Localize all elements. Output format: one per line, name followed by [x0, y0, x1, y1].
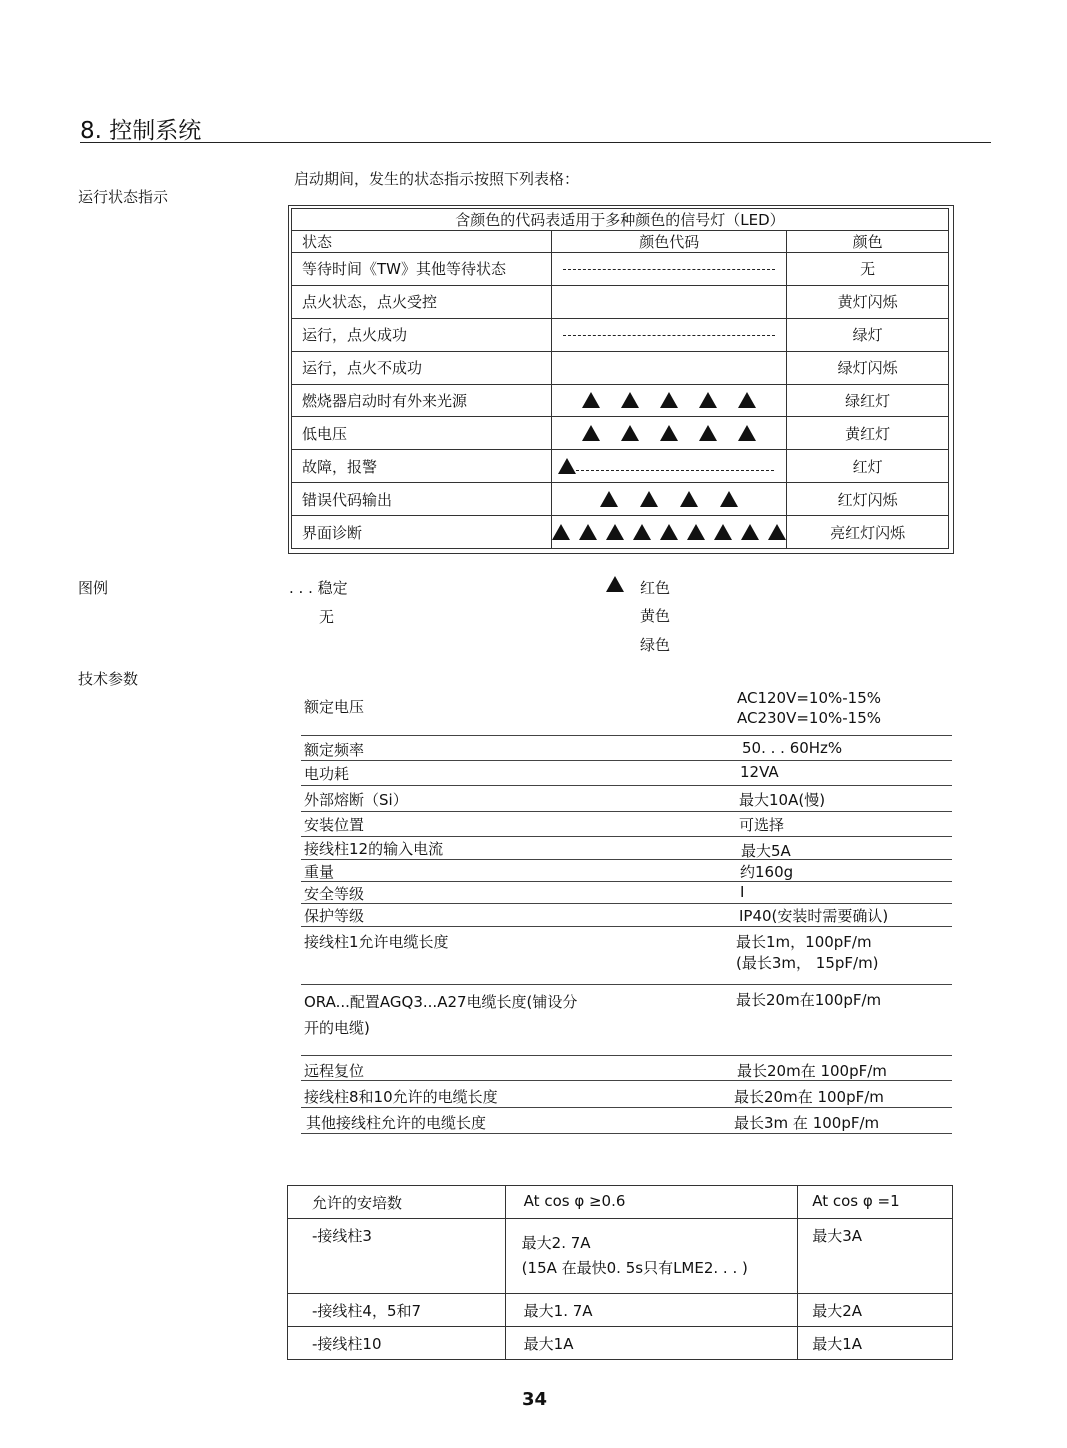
spec-value: 可选择 — [739, 816, 785, 834]
divider — [301, 859, 952, 860]
triangle-icon — [552, 524, 570, 540]
amp-value-cell: 最大2A — [798, 1294, 953, 1327]
intro-text: 启动期间，发生的状态指示按照下列表格： — [294, 170, 580, 188]
terminal-cell: -接线柱3 — [288, 1219, 506, 1294]
state-cell: 等待时间《TW》其他等待状态 — [292, 253, 552, 286]
color-cell: 红灯闪烁 — [787, 483, 949, 516]
dashed-line — [576, 470, 774, 471]
table-row — [292, 351, 949, 384]
triangle-icon — [660, 524, 678, 540]
header-color: 颜色 — [787, 231, 949, 253]
triangle-icon — [660, 425, 678, 441]
state-cell: 点火状态，点火受控 — [292, 285, 552, 318]
spec-value: 12VA — [740, 763, 779, 781]
table-row — [288, 1219, 953, 1294]
triangle-icon — [558, 458, 576, 474]
triangle-icon — [699, 425, 717, 441]
triangle-icon — [741, 524, 759, 540]
triangle-icon — [600, 491, 618, 507]
spec-label: 接线柱8和10允许的电缆长度 — [304, 1088, 498, 1106]
spec-value: 50. . . 60Hz% — [742, 739, 843, 757]
table-row — [292, 417, 949, 450]
spec-label: 其他接线柱允许的电缆长度 — [306, 1114, 487, 1132]
led-code-table — [288, 205, 954, 554]
divider — [301, 881, 952, 882]
spec-label: 额定频率 — [304, 741, 365, 759]
color-cell: 黄灯闪烁 — [787, 285, 949, 318]
divider — [301, 926, 952, 927]
led-table-caption: 含颜色的代码表适用于多种颜色的信号灯（LED） — [292, 209, 949, 231]
color-cell: 黄红灯 — [787, 417, 949, 450]
spec-label: 电功耗 — [304, 765, 350, 783]
spec-value: 约160g — [740, 863, 794, 881]
color-cell: 无 — [787, 253, 949, 286]
code-cell — [552, 285, 787, 318]
amp-value-cell: 最大3A — [798, 1219, 953, 1294]
color-cell: 绿灯 — [787, 318, 949, 351]
terminal-cell: -接线柱10 — [288, 1327, 506, 1360]
triangle-icon — [621, 392, 639, 408]
table-row — [292, 450, 949, 483]
spec-label: 安装位置 — [304, 816, 365, 834]
state-cell: 低电压 — [292, 417, 552, 450]
triangle-icon — [699, 392, 717, 408]
header-state: 状态 — [292, 231, 552, 253]
code-cell — [552, 351, 787, 384]
dashed-line — [563, 269, 775, 270]
triangle-icon — [606, 524, 624, 540]
table-row — [292, 384, 949, 417]
legend-green: 绿色 — [640, 636, 671, 654]
divider — [301, 1080, 952, 1081]
triangle-icon — [621, 425, 639, 441]
state-cell: 界面诊断 — [292, 516, 552, 549]
table-row — [292, 483, 949, 516]
legend-yellow: 黄色 — [640, 607, 671, 625]
triangle-icon — [633, 524, 651, 540]
divider — [301, 735, 952, 736]
spec-value: IP40(安装时需要确认) — [739, 907, 889, 925]
color-cell: 红灯 — [787, 450, 949, 483]
spec-label: 远程复位 — [304, 1062, 365, 1080]
section-label-tech: 技术参数 — [78, 670, 139, 688]
section-label-status: 运行状态指示 — [78, 188, 169, 206]
divider — [301, 785, 952, 786]
amp-value-cell: 最大1A — [505, 1327, 798, 1360]
legend-none: 无 — [319, 608, 335, 626]
legend-red: 红色 — [640, 579, 671, 597]
divider — [301, 1107, 952, 1108]
spec-value: 最长20m在100pF/m — [736, 991, 882, 1009]
code-cell — [552, 450, 787, 483]
triangle-icon — [687, 524, 705, 540]
spec-value: 最长1m，100pF/m (最长3m， 15pF/m) — [736, 933, 879, 972]
state-cell: 运行，点火不成功 — [292, 351, 552, 384]
table-row — [292, 285, 949, 318]
spec-value: I — [740, 883, 745, 901]
state-cell: 燃烧器启动时有外来光源 — [292, 384, 552, 417]
triangle-icon — [768, 524, 786, 540]
triangle-icon — [640, 491, 658, 507]
divider — [301, 1133, 952, 1134]
state-cell: 运行，点火成功 — [292, 318, 552, 351]
triangle-icon — [582, 425, 600, 441]
terminal-cell: -接线柱4，5和7 — [288, 1294, 506, 1327]
spec-label: 安全等级 — [304, 885, 365, 903]
code-cell — [552, 384, 787, 417]
spec-value: AC120V=10%-15% AC230V=10%-15% — [737, 689, 882, 727]
divider — [301, 903, 952, 904]
code-cell — [552, 516, 787, 549]
state-cell: 故障，报警 — [292, 450, 552, 483]
dashed-line — [563, 335, 775, 336]
spec-value: 最大10A(慢) — [739, 791, 826, 809]
spec-label: 接线柱1允许电缆长度 — [304, 933, 449, 951]
state-cell: 错误代码输出 — [292, 483, 552, 516]
page-number: 34 — [522, 1389, 548, 1410]
triangle-icon — [738, 392, 756, 408]
spec-label: 额定电压 — [304, 698, 365, 716]
triangle-icon — [680, 491, 698, 507]
page-title: 8. 控制系统 — [80, 118, 202, 144]
table-row — [292, 318, 949, 351]
amp-value-cell: 最大2. 7A (15A 在最快0. 5s只有LME2. . . ) — [505, 1219, 798, 1294]
triangle-icon — [714, 524, 732, 540]
triangle-icon — [720, 491, 738, 507]
spec-value: 最长3m 在 100pF/m — [734, 1114, 880, 1132]
spec-label: 重量 — [304, 863, 335, 881]
spec-value: 最长20m在 100pF/m — [734, 1088, 884, 1106]
code-cell — [552, 253, 787, 286]
header-code: 颜色代码 — [552, 231, 787, 253]
triangle-icon — [579, 524, 597, 540]
divider — [301, 760, 952, 761]
amp-value-cell: 最大1. 7A — [505, 1294, 798, 1327]
triangle-icon — [660, 392, 678, 408]
table-header-row — [288, 1186, 953, 1219]
header-amps: 允许的安培数 — [288, 1186, 506, 1219]
legend-steady: . . . 稳定 — [289, 579, 348, 597]
code-cell — [552, 483, 787, 516]
spec-label: 外部熔断（Si） — [304, 791, 408, 809]
table-row — [288, 1327, 953, 1360]
header-cos-1: At cos φ =1 — [798, 1186, 953, 1219]
divider — [301, 984, 952, 985]
table-row — [292, 516, 949, 549]
spec-label: 保护等级 — [304, 907, 365, 925]
section-label-legend: 图例 — [78, 579, 109, 597]
table-row — [288, 1294, 953, 1327]
triangle-icon — [606, 576, 624, 592]
triangle-icon — [738, 425, 756, 441]
color-cell: 亮红灯闪烁 — [787, 516, 949, 549]
amp-value-cell: 最大1A — [798, 1327, 953, 1360]
spec-label: 接线柱12的输入电流 — [304, 840, 444, 858]
divider — [301, 1055, 952, 1056]
divider — [301, 836, 952, 837]
spec-label: ORA...配置AGQ3...A27电缆长度(铺设分 开的电缆) — [304, 993, 578, 1037]
title-divider — [80, 142, 991, 143]
divider — [301, 811, 952, 812]
code-cell — [552, 417, 787, 450]
amperage-table — [287, 1185, 953, 1360]
color-cell: 绿红灯 — [787, 384, 949, 417]
spec-value: 最大5A — [741, 842, 791, 860]
table-row — [292, 253, 949, 286]
triangle-icon — [582, 392, 600, 408]
code-cell — [552, 318, 787, 351]
spec-value: 最长20m在 100pF/m — [737, 1062, 887, 1080]
color-cell: 绿灯闪烁 — [787, 351, 949, 384]
header-cos-06: At cos φ ≥0.6 — [505, 1186, 798, 1219]
